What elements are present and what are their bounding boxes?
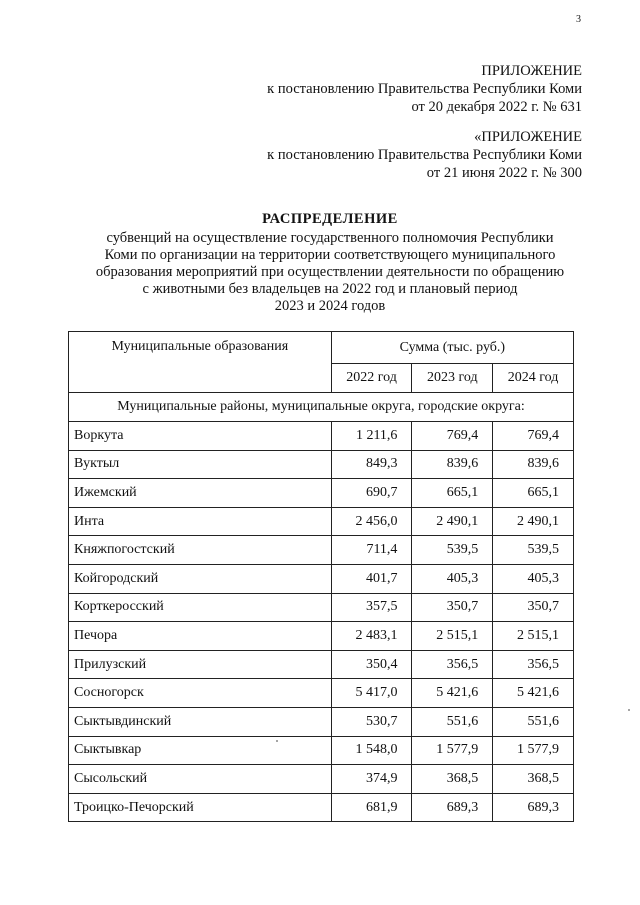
header-year-2023: 2023 год <box>412 364 493 393</box>
amount-2024: 5 421,6 <box>493 679 574 708</box>
table-row <box>69 679 574 708</box>
amount-2022: 5 417,0 <box>331 679 412 708</box>
municipality-name: Сыктывдинский <box>69 707 332 736</box>
amount-2023: 356,5 <box>412 650 493 679</box>
appendix-reference: к постановлению Правительства Республики Коми <box>267 147 582 163</box>
municipality-name: Вуктыл <box>69 450 332 479</box>
distribution-table <box>68 331 574 822</box>
header-sum: Сумма (тыс. руб.) <box>331 332 573 364</box>
table-row <box>69 765 574 794</box>
amount-2023: 368,5 <box>412 765 493 794</box>
municipality-name: Троицко-Печорский <box>69 793 332 822</box>
table-row <box>69 536 574 565</box>
municipality-name: Воркута <box>69 422 332 451</box>
appendix-header-current <box>267 62 582 116</box>
amount-2024: 356,5 <box>493 650 574 679</box>
amount-2024: 551,6 <box>493 707 574 736</box>
amount-2022: 374,9 <box>331 765 412 794</box>
municipality-name: Корткеросский <box>69 593 332 622</box>
amount-2022: 2 483,1 <box>331 622 412 651</box>
amount-2023: 2 515,1 <box>412 622 493 651</box>
amount-2022: 357,5 <box>331 593 412 622</box>
amount-2022: 350,4 <box>331 650 412 679</box>
municipality-name: Прилузский <box>69 650 332 679</box>
document-subtitle-line: с животными без владельцев на 2022 год и плановый период <box>142 281 518 297</box>
table-row <box>69 507 574 536</box>
amount-2022: 1 548,0 <box>331 736 412 765</box>
amount-2023: 665,1 <box>412 479 493 508</box>
amount-2023: 405,3 <box>412 564 493 593</box>
municipality-name: Сыктывкар <box>69 736 332 765</box>
amount-2024: 368,5 <box>493 765 574 794</box>
table-row <box>69 479 574 508</box>
amount-2022: 401,7 <box>331 564 412 593</box>
amount-2024: 665,1 <box>493 479 574 508</box>
amount-2022: 681,9 <box>331 793 412 822</box>
document-subtitle-line: образования мероприятий при осуществлении деятельности по обращению <box>95 264 565 280</box>
amount-2023: 839,6 <box>412 450 493 479</box>
amount-2022: 530,7 <box>331 707 412 736</box>
document-title: РАСПРЕДЕЛЕНИЕ <box>262 211 398 227</box>
appendix-title: «ПРИЛОЖЕНИЕ <box>474 129 582 145</box>
document-subtitle-line: 2023 и 2024 годов <box>274 298 386 314</box>
header-year-2022: 2022 год <box>331 364 412 393</box>
appendix-reference: к постановлению Правительства Республики Коми <box>267 81 582 97</box>
amount-2024: 539,5 <box>493 536 574 565</box>
page-number: 3 <box>576 14 581 25</box>
section-label: Муниципальные районы, муниципальные округа, городские округа: <box>69 393 574 422</box>
table-row <box>69 422 574 451</box>
document-title-block <box>70 211 590 315</box>
amount-2024: 2 490,1 <box>493 507 574 536</box>
amount-2024: 2 515,1 <box>493 622 574 651</box>
amount-2024: 689,3 <box>493 793 574 822</box>
header-year-2024: 2024 год <box>493 364 574 393</box>
amount-2023: 1 577,9 <box>412 736 493 765</box>
document-subtitle-line: субвенций на осуществление государственного полномочия Республики <box>106 230 554 246</box>
appendix-date: от 21 июня 2022 г. № 300 <box>426 165 582 181</box>
amount-2022: 690,7 <box>331 479 412 508</box>
amount-2023: 5 421,6 <box>412 679 493 708</box>
municipality-name: Сосногорск <box>69 679 332 708</box>
amount-2024: 1 577,9 <box>493 736 574 765</box>
amount-2024: 405,3 <box>493 564 574 593</box>
table-row <box>69 564 574 593</box>
municipality-name: Ижемский <box>69 479 332 508</box>
table-row <box>69 707 574 736</box>
municipality-name: Инта <box>69 507 332 536</box>
table-row <box>69 736 574 765</box>
appendix-header-original <box>267 128 582 182</box>
table-row <box>69 793 574 822</box>
table-row <box>69 450 574 479</box>
amount-2023: 689,3 <box>412 793 493 822</box>
amount-2023: 539,5 <box>412 536 493 565</box>
table-row <box>69 593 574 622</box>
amount-2023: 350,7 <box>412 593 493 622</box>
amount-2024: 769,4 <box>493 422 574 451</box>
amount-2024: 839,6 <box>493 450 574 479</box>
header-municipal: Муниципальные образования <box>69 332 332 393</box>
municipality-name: Сысольский <box>69 765 332 794</box>
scan-speck <box>628 709 630 711</box>
municipality-name: Печора <box>69 622 332 651</box>
amount-2023: 551,6 <box>412 707 493 736</box>
amount-2023: 769,4 <box>412 422 493 451</box>
amount-2022: 2 456,0 <box>331 507 412 536</box>
amount-2023: 2 490,1 <box>412 507 493 536</box>
table-row <box>69 622 574 651</box>
amount-2022: 849,3 <box>331 450 412 479</box>
municipality-name: Княжпогостский <box>69 536 332 565</box>
document-subtitle-line: Коми по организации на территории соответствующего муниципального <box>104 247 556 263</box>
table-row <box>69 650 574 679</box>
amount-2022: 1 211,6 <box>331 422 412 451</box>
amount-2022: 711,4 <box>331 536 412 565</box>
amount-2024: 350,7 <box>493 593 574 622</box>
scan-speck <box>276 740 278 742</box>
appendix-title: ПРИЛОЖЕНИЕ <box>481 63 582 79</box>
municipality-name: Койгородский <box>69 564 332 593</box>
appendix-date: от 20 декабря 2022 г. № 631 <box>411 99 582 115</box>
